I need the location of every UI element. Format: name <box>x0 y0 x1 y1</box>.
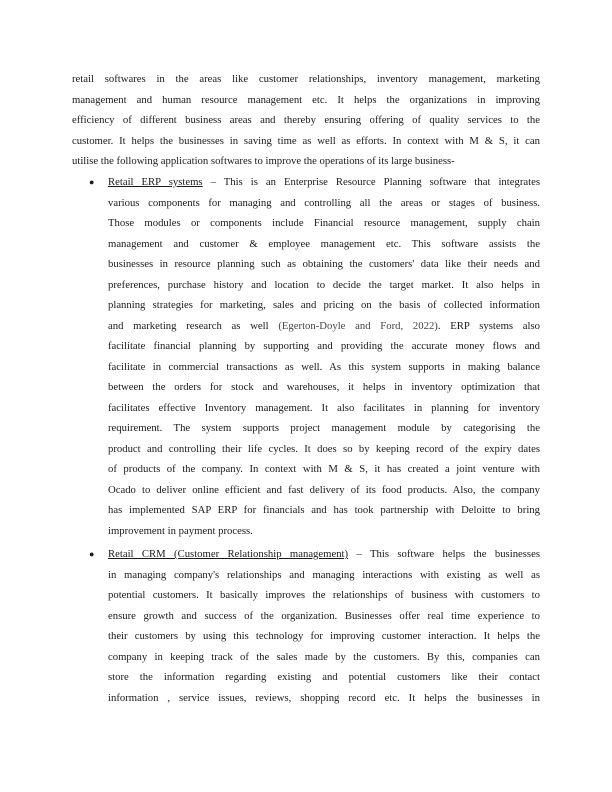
crm-line: ensure growth and success of the organization. Businesses offer real time experience to <box>108 609 540 622</box>
erp-line: facilitate in commercial transactions as well. As this system supports in making balance <box>108 360 540 373</box>
erp-line: requirement. The system supports project management module by categorising the <box>108 422 540 434</box>
erp-cite-post: . ERP systems also <box>437 319 540 332</box>
erp-line: between the orders for stock and warehouses, it helps in inventory optimization that <box>108 381 540 393</box>
erp-line: planning strategies for marketing, sales and pricing on the basis of collected information <box>108 299 540 311</box>
intro-line: customer. It helps the businesses in saving time as well as efforts. In context with M & S, it can <box>72 134 540 147</box>
crm-line: their customers by using this technology for improving customer interaction. It helps the <box>108 630 540 642</box>
erp-line: Ocado to deliver online efficient and fast delivery of its food products. Also, the company <box>108 483 540 496</box>
erp-line: product and controlling their life cycles. It does so by keeping record of the expiry dates <box>108 442 540 455</box>
crm-line: information , service issues, reviews, shopping record etc. It helps the businesses in <box>108 691 540 704</box>
erp-heading: Retail ERP systems <box>108 176 203 188</box>
crm-heading: Retail CRM (Customer Relationship management) <box>108 548 349 560</box>
citation: (Egerton-Doyle and Ford, 2022) <box>278 319 438 332</box>
crm-lead: – This software helps the businesses <box>348 548 540 560</box>
crm-heading-line <box>108 548 540 561</box>
erp-line: facilitates effective Inventory management. It also facilitates in planning for inventory <box>108 401 540 414</box>
bullet-icon: ● <box>89 177 95 187</box>
erp-line: businesses in resource planning such as obtaining the customers' data like their needs and <box>108 258 540 270</box>
erp-last-line: improvement in payment process. <box>108 524 253 537</box>
erp-line: management and customer & employee management etc. This software assists the <box>108 237 540 250</box>
crm-line: store the information regarding existing and potential customers like their contact <box>108 671 540 683</box>
erp-line: has implemented SAP ERP for financials and has took partnership with Deloitte to bring <box>108 504 540 516</box>
intro-line: retail softwares in the areas like customer relationships, inventory management, marketing <box>72 73 540 85</box>
crm-line: company in keeping track of the sales made by the customers. By this, companies can <box>108 650 540 663</box>
intro-line: efficiency of different business areas and thereby ensuring offering of quality services to the <box>72 114 540 126</box>
bullet-icon: ● <box>89 549 95 559</box>
erp-line: of products of the company. In context with M & S, it has created a joint venture with <box>108 463 540 475</box>
erp-cite-pre: and marketing research as well <box>108 319 279 332</box>
erp-line: Those modules or components include Financial resource management, supply chain <box>108 217 540 229</box>
erp-heading-line <box>108 176 540 189</box>
document-body <box>72 73 540 713</box>
erp-line: various components for managing and controlling all the areas or stages of business. <box>108 196 540 209</box>
erp-citation-line <box>108 320 540 333</box>
erp-line: preferences, purchase history and location to decide the target market. It also helps in <box>108 278 540 291</box>
intro-line: management and human resource management etc. It helps the organizations in improving <box>72 93 540 106</box>
intro-line: utilise the following application softwares to improve the operations of its large business- <box>72 155 455 167</box>
erp-line: facilitate financial planning by supporting and providing the accurate money flows and <box>108 340 540 352</box>
crm-line: potential customers. It basically improves the relationships of business with customers to <box>108 589 540 601</box>
erp-lead: – This is an Enterprise Resource Planning software that integrates <box>202 176 540 188</box>
crm-line: in managing company's relationships and managing interactions with existing as well as <box>108 568 540 581</box>
